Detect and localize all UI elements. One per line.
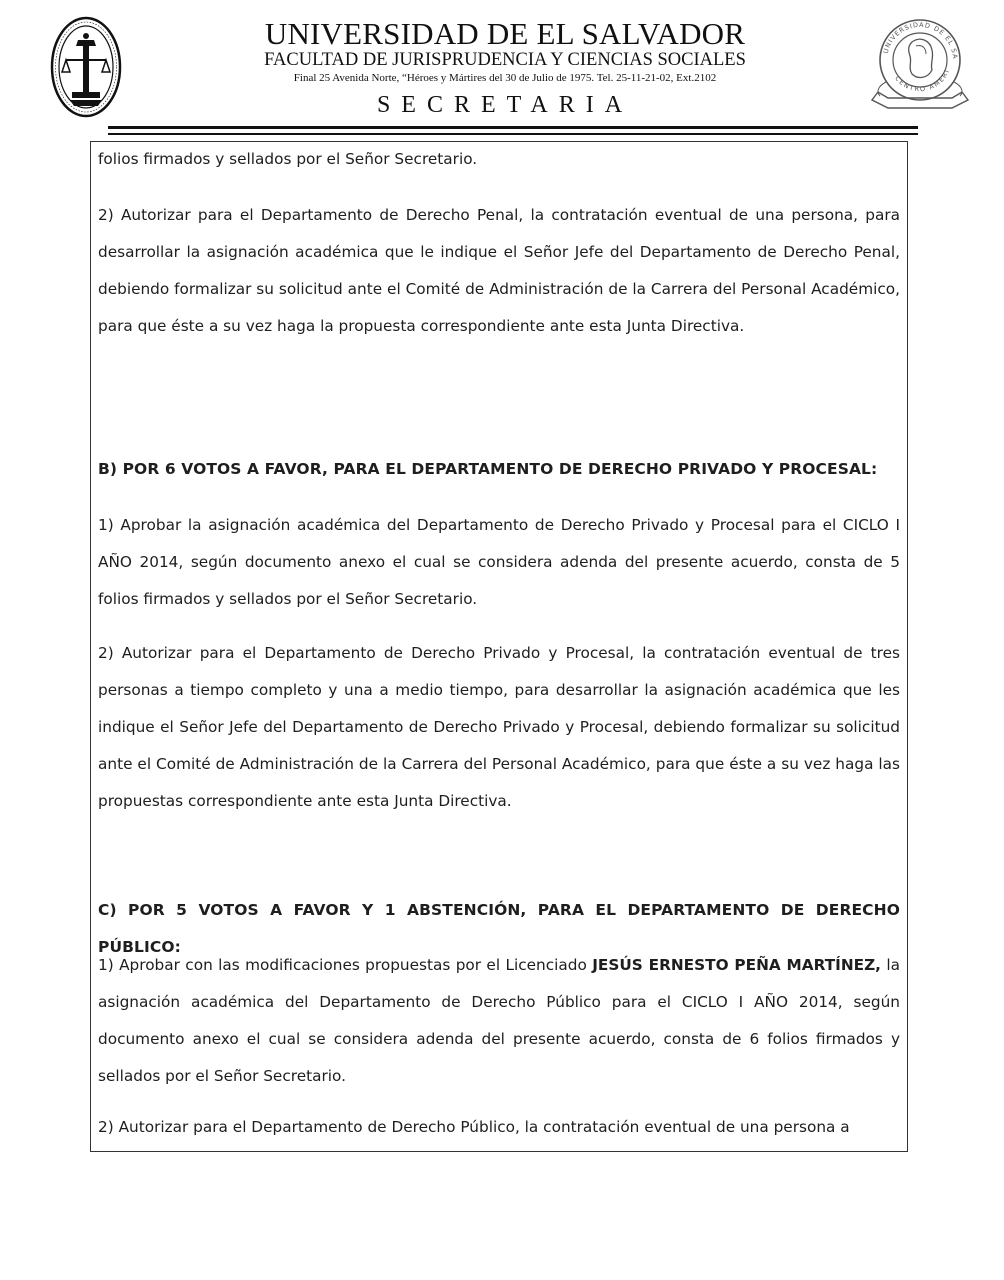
header-rule-thin [108, 133, 918, 135]
office-name: SECRETARIA [376, 92, 634, 118]
c1-rest: la asignación académica del Departamento de Derecho Público para el CICLO I AÑO 2014, según documento anexo el cual se considera adenda del presente acuerdo, consta de 6 folios firmados y sellados por el Señor Secretario. [98, 956, 900, 1085]
licenciado-name: JESÚS ERNESTO PEÑA MARTÍNEZ, [592, 956, 881, 974]
section-heading-b: B) POR 6 VOTOS A FAVOR, PARA EL DEPARTAMENTO DE DERECHO PRIVADO Y PROCESAL: [98, 460, 878, 478]
svg-text:UNIVERSIDAD DE EL SALVADOR: UNIVERSIDAD DE EL SA [881, 20, 960, 60]
paragraph-c2: 2) Autorizar para el Departamento de Derecho Público, la contratación eventual de una persona a [98, 1118, 850, 1136]
paragraph-b1: 1) Aprobar la asignación académica del Departamento de Derecho Privado y Procesal para el CICLO I AÑO 2014, según documento anexo el cual se considera adenda del presente acuerdo, consta de 5 folios firmados y sellados por el Señor Secretario. [98, 516, 900, 608]
section-heading-c: C) POR 5 VOTOS A FAVOR Y 1 ABSTENCIÓN, PARA EL DEPARTAMENTO DE DERECHO PÚBLICO: [98, 901, 900, 956]
paragraph-a2: 2) Autorizar para el Departamento de Derecho Penal, la contratación eventual de una persona, para desarrollar la asignación académica que le indique el Señor Jefe del Departamento de Derecho Penal, debiendo formalizar su solicitud ante el Comité de Administración de la Carrera del Personal Académico, para que éste a su vez haga la propuesta correspondiente ante esta Junta Directiva. [98, 206, 900, 335]
paragraph-c1 [98, 947, 900, 1095]
paragraph-b2: 2) Autorizar para el Departamento de Derecho Privado y Procesal, la contratación eventual de tres personas a tiempo completo y una a medio tiempo, para desarrollar la asignación académica que les indique el Señor Jefe del Departamento de Derecho Privado y Procesal, debiendo formalizar su solicitud ante el Comité de Administración de la Carrera del Personal Académico, para que éste a su vez haga las propuestas correspondiente ante esta Junta Directiva. [98, 644, 900, 810]
header-rule-thick [108, 126, 918, 129]
faculty-name: FACULTAD DE JURISPRUDENCIA Y CIENCIAS SOCIALES [264, 50, 746, 70]
c1-intro: 1) Aprobar con las modificaciones propuestas por el Licenciado [98, 956, 593, 974]
address-line: Final 25 Avenida Norte, “Héroes y Mártires del 30 de Julio de 1975. Tel. 25-11-21-02, Ext.2102 [293, 72, 717, 84]
paragraph-continuation: folios firmados y sellados por el Señor Secretario. [98, 150, 478, 168]
university-seal-icon [868, 12, 972, 124]
svg-text:CENTRO AMERICA: CENTRO AMERI [893, 67, 952, 94]
letterhead [0, 0, 1004, 150]
university-name: UNIVERSIDAD DE EL SALVADOR [264, 16, 746, 51]
faculty-seal-icon [50, 16, 122, 118]
